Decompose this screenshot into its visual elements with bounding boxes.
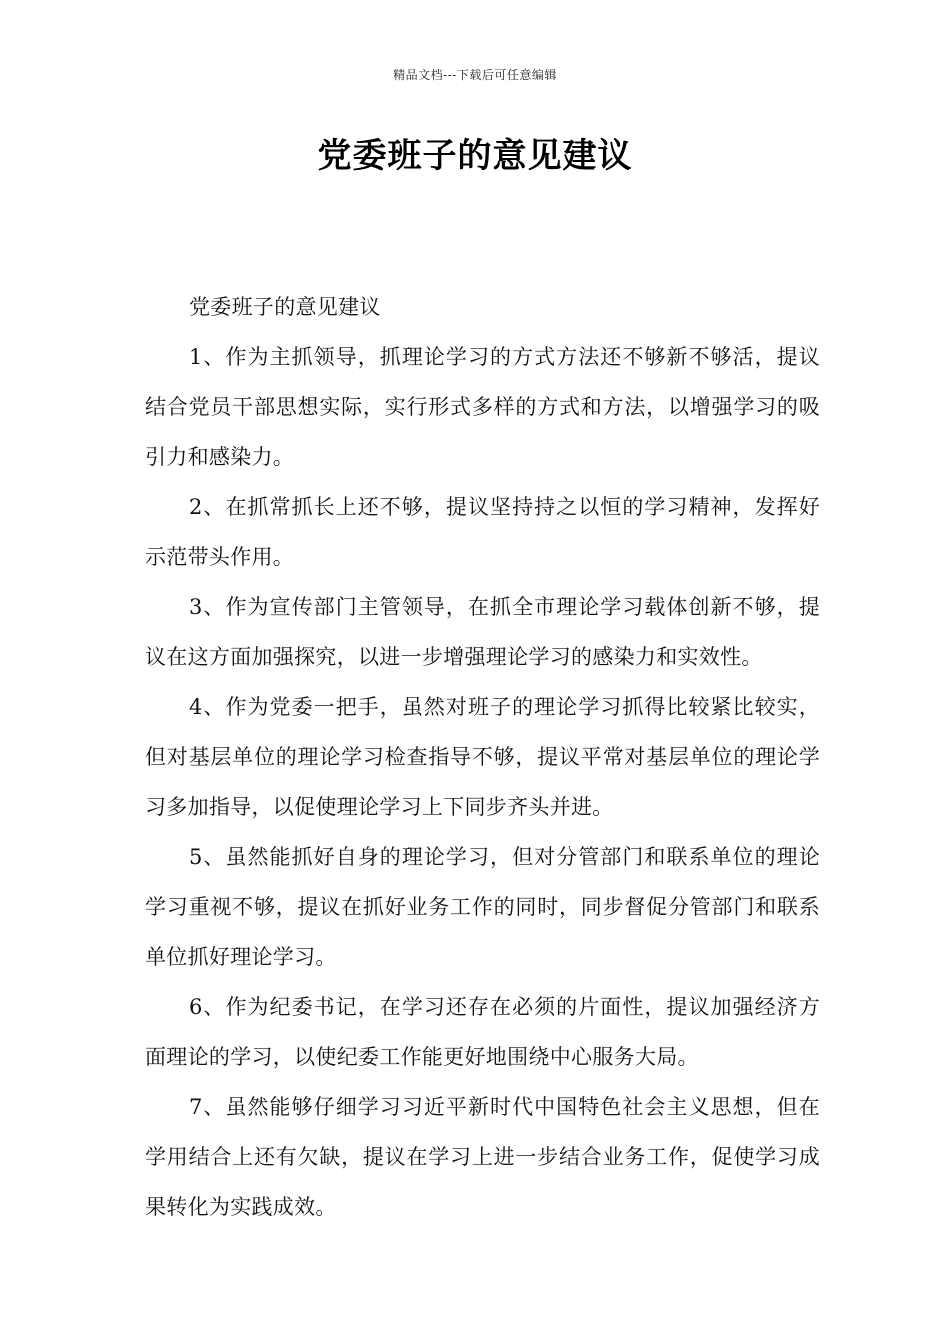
document-title: 党委班子的意见建议	[317, 136, 633, 176]
paragraph-item-4: 4、作为党委一把手，虽然对班子的理论学习抓得比较紧比较实，但对基层单位的理论学习检查指导不够，提议平常对基层单位的理论学习多加指导，以促使理论学习上下同步齐头并进。	[145, 695, 820, 819]
paragraph-item-1: 1、作为主抓领导，抓理论学习的方式方法还不够新不够活，提议结合党员干部思想实际，实行形式多样的方式和方法，以增强学习的吸引力和感染力。	[145, 345, 820, 469]
document-body	[145, 282, 820, 1232]
header-note: 精品文档---下载后可任意编辑	[393, 68, 557, 82]
paragraph-item-7: 7、虽然能够仔细学习习近平新时代中国特色社会主义思想，但在学用结合上还有欠缺，提议在学习上进一步结合业务工作，促使学习成果转化为实践成效。	[145, 1095, 820, 1219]
paragraph-subtitle: 党委班子的意见建议	[189, 295, 381, 319]
paragraph-item-6: 6、作为纪委书记，在学习还存在必须的片面性，提议加强经济方面理论的学习，以使纪委工作能更好地围绕中心服务大局。	[145, 995, 820, 1069]
paragraph-item-3: 3、作为宣传部门主管领导，在抓全市理论学习载体创新不够，提议在这方面加强探究，以进一步增强理论学习的感染力和实效性。	[145, 595, 820, 669]
paragraph-item-2: 2、在抓常抓长上还不够，提议坚持持之以恒的学习精神，发挥好示范带头作用。	[145, 495, 820, 569]
paragraph-item-5: 5、虽然能抓好自身的理论学习，但对分管部门和联系单位的理论学习重视不够，提议在抓好业务工作的同时，同步督促分管部门和联系单位抓好理论学习。	[145, 845, 820, 969]
